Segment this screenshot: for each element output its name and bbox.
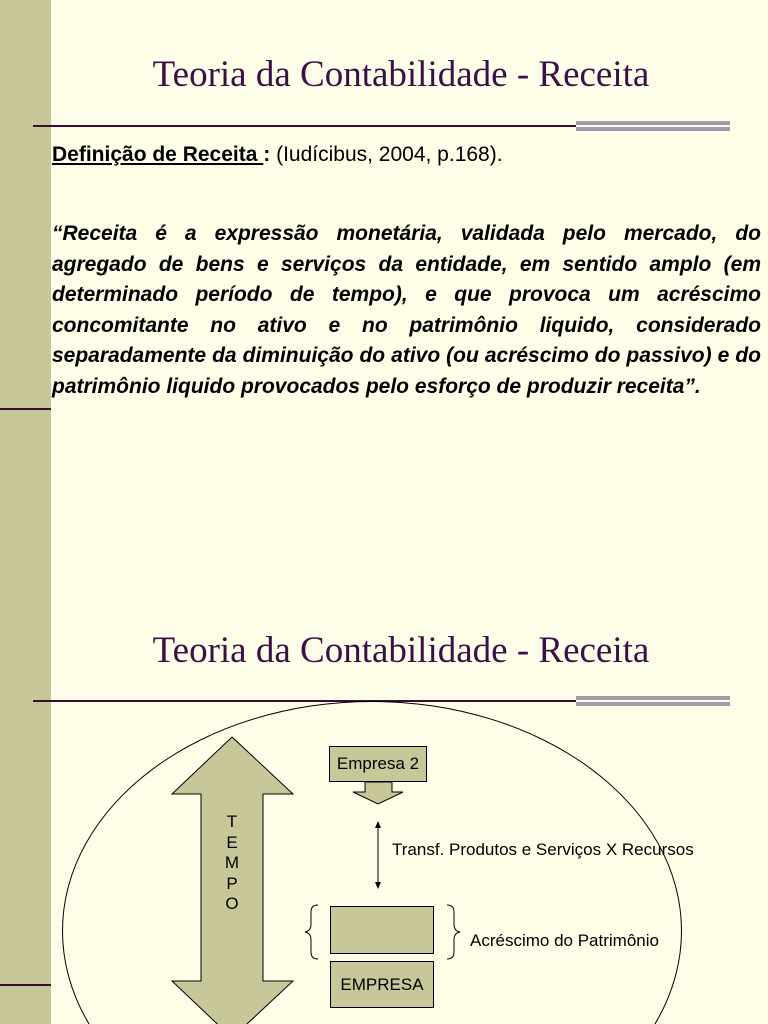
- tempo-letter: O: [225, 894, 239, 913]
- slide-title: Teoria da Contabilidade - Receita: [152, 630, 650, 671]
- patrimonio-increase-box: [330, 906, 434, 954]
- acrescimo-label: Acréscimo do Patrimônio: [470, 931, 659, 950]
- tempo-letter: T: [226, 812, 238, 831]
- definition-line: [52, 143, 503, 167]
- transfer-label: Transf. Produtos e Serviços X Recursos: [392, 840, 694, 859]
- empresa-box: EMPRESA: [330, 961, 434, 1008]
- definition-colon: :: [263, 143, 271, 166]
- empresa2-down-arrow: [353, 782, 403, 804]
- receita-diagram: [0, 576, 768, 1024]
- transfer-double-arrow: [375, 821, 381, 889]
- slide-2: [0, 576, 768, 1024]
- definition-citation: (Iudícibus, 2004, p.168).: [270, 143, 503, 166]
- side-bar-tick: [0, 408, 51, 410]
- tempo-label: [222, 812, 242, 915]
- slide-title: Teoria da Contabilidade - Receita: [152, 54, 650, 95]
- tempo-letter: E: [226, 832, 238, 852]
- right-brace: [447, 905, 460, 959]
- title-rule-accent: [576, 121, 730, 131]
- side-bar: [0, 0, 51, 576]
- left-brace: [305, 905, 318, 959]
- definition-label: Definição de Receita: [52, 143, 264, 166]
- tempo-letter: P: [226, 873, 238, 893]
- definition-quote: “Receita é a expressão monetária, validada pelo mercado, do agregado de bens e serviços da entidade, em sentido amplo (em determinado período de tempo), e que provoca um acréscimo concomitante no ativo e no patrimônio liquido, considerado separadamente da diminuição do ativo (ou acréscimo do passivo) e do patrimônio liquido provocados pelo esforço de produzir receita”.: [52, 222, 761, 398]
- tempo-letter: M: [224, 853, 240, 872]
- empresa2-box: Empresa 2: [329, 746, 427, 782]
